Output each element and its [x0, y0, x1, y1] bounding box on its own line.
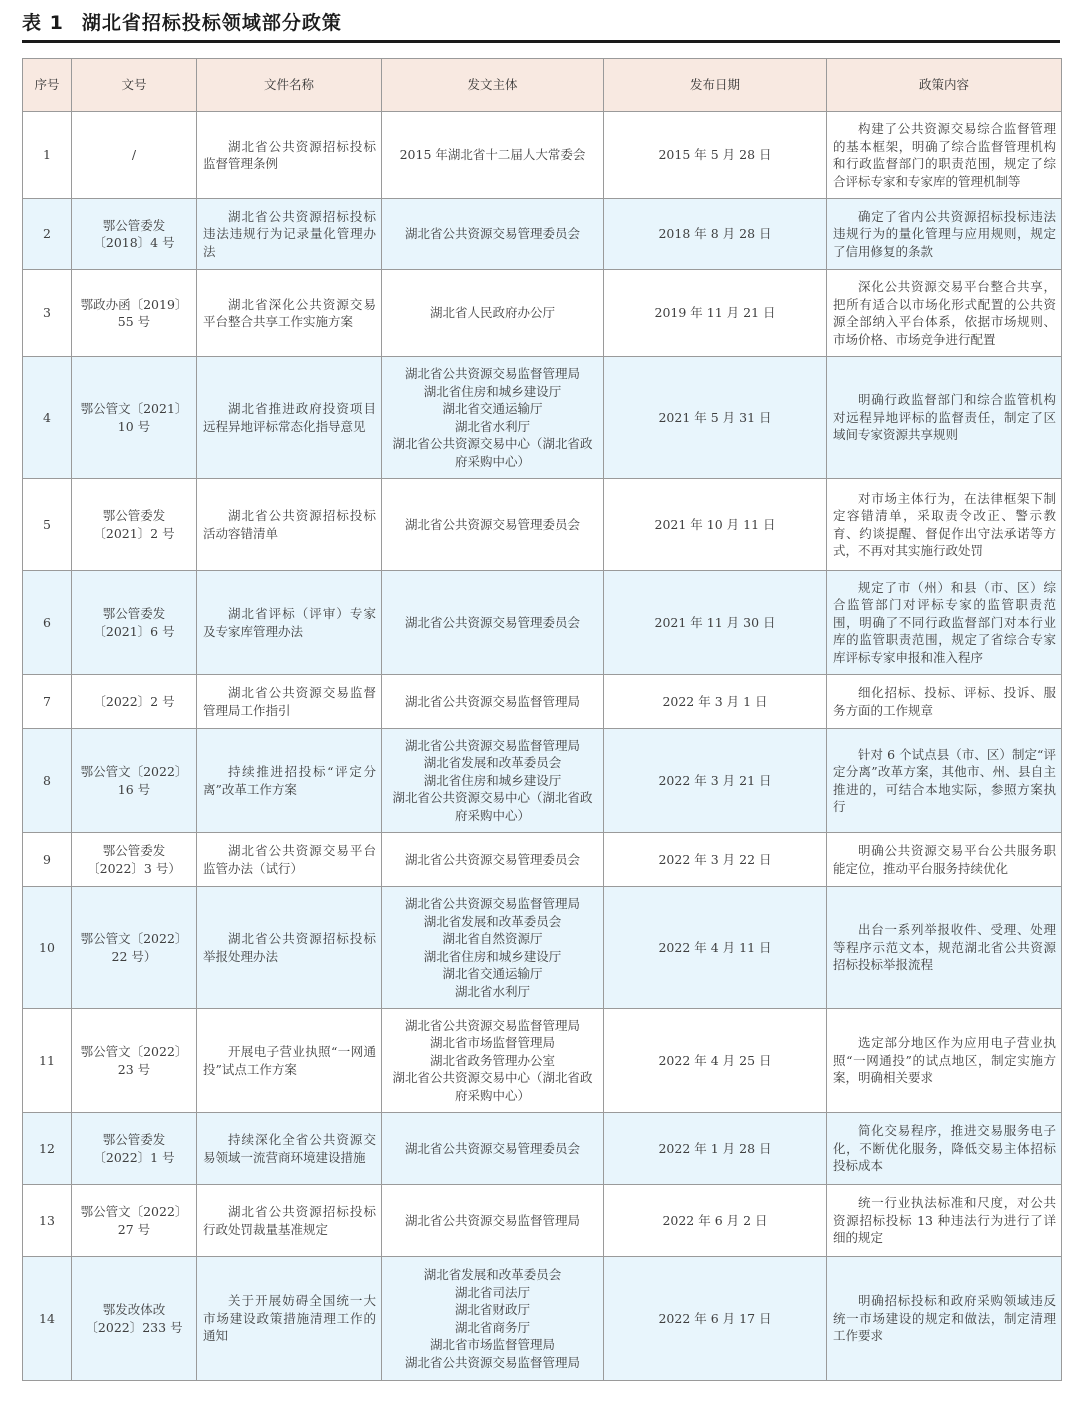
cell-date: 2018 年 8 月 28 日: [604, 199, 827, 270]
cell-content: [827, 1113, 1062, 1185]
policy-content: 选定部分地区作为应用电子营业执照“一网通投”的试点地区，制定实施方案，明确相关要求: [833, 1035, 1056, 1086]
issuer-line: 湖北省发展和改革委员会: [423, 755, 562, 771]
cell-date: 2022 年 3 月 22 日: [604, 833, 827, 887]
cell-doc-no: 鄂公管委发〔2018〕4 号: [72, 199, 197, 270]
issuer-line: 湖北省人民政府办公厅: [429, 305, 555, 321]
header-issuer: 发文主体: [382, 59, 604, 112]
document-name: 湖北省公共资源招标投标行政处罚裁量基准规定: [203, 1204, 376, 1237]
table-row: [23, 1185, 1062, 1257]
cell-name: [197, 357, 382, 479]
issuer-line: 湖北省公共资源交易监督管理局: [404, 737, 580, 753]
cell-content: [827, 1185, 1062, 1257]
cell-date: 2022 年 6 月 2 日: [604, 1185, 827, 1257]
table-number: 表 1: [22, 12, 64, 34]
cell-date: 2022 年 3 月 1 日: [604, 675, 827, 729]
document-name: 湖北省公共资源交易监督管理局工作指引: [203, 685, 376, 718]
cell-doc-no: 鄂公管文〔2022〕27 号: [72, 1185, 197, 1257]
table-row: [23, 199, 1062, 270]
cell-content: [827, 1009, 1062, 1113]
policy-content: 明确行政监督部门和综合监管机构对远程异地评标的监督责任，制定了区域间专家资源共享规则: [833, 392, 1056, 443]
cell-date: 2022 年 1 月 28 日: [604, 1113, 827, 1185]
issuer-line: 湖北省交通运输厅: [442, 401, 543, 416]
document-name: 开展电子营业执照“一网通投”试点工作方案: [203, 1044, 376, 1077]
policy-table: [22, 58, 1062, 1381]
table-title: [22, 8, 342, 35]
cell-name: [197, 479, 382, 571]
issuer-line: 湖北省公共资源交易管理委员会: [404, 226, 580, 242]
issuer-line: 湖北省公共资源交易中心（湖北省政府采购中心）: [392, 790, 593, 823]
policy-content: 对市场主体行为，在法律框架下制定容错清单，采取责令改正、警示教育、约谈提醒、督促作出守法承诺等方式，不再对其实施行政处罚: [833, 490, 1056, 558]
cell-date: 2021 年 5 月 31 日: [604, 357, 827, 479]
cell-doc-no: 鄂公管委发〔2022〕1 号: [72, 1113, 197, 1185]
document-name: 持续推进招投标“评定分离”改革工作方案: [203, 764, 376, 797]
policy-content: 规定了市（州）和县（市、区）综合监管部门对评标专家的监管职责范围，明确了不同行政监督部门对本行业库的监管职责范围，规定了省综合专家库评标专家申报和准入程序: [833, 579, 1056, 665]
cell-issuer: [382, 571, 604, 675]
table-row: [23, 1009, 1062, 1113]
cell-date: 2021 年 11 月 30 日: [604, 571, 827, 675]
cell-doc-no: 鄂公管文〔2022〕16 号: [72, 729, 197, 833]
issuer-line: 湖北省公共资源交易监督管理局: [404, 896, 580, 911]
cell-name: [197, 199, 382, 270]
policy-content: 针对 6 个试点县（市、区）制定“评定分离”改革方案，其他市、州、县自主推进的，可结合本地实际，参照方案执行: [833, 746, 1056, 814]
policy-content: 明确招标投标和政府采购领域违反统一市场建设的规定和做法，制定清理工作要求: [833, 1293, 1056, 1344]
issuer-line: 湖北省公共资源交易监督管理局: [404, 1017, 580, 1033]
cell-issuer: [382, 199, 604, 270]
cell-issuer: [382, 1009, 604, 1113]
issuer-line: 湖北省司法厅: [454, 1284, 530, 1300]
cell-doc-no: 鄂发改体改〔2022〕233 号: [72, 1257, 197, 1381]
cell-name: [197, 1113, 382, 1185]
cell-no: 7: [23, 675, 72, 729]
cell-no: 2: [23, 199, 72, 270]
table-row: [23, 571, 1062, 675]
document-name: 湖北省公共资源招标投标活动容错清单: [203, 508, 376, 541]
cell-content: [827, 357, 1062, 479]
cell-date: 2022 年 3 月 21 日: [604, 729, 827, 833]
cell-content: [827, 199, 1062, 270]
cell-no: 3: [23, 270, 72, 357]
document-name: 关于开展妨碍全国统一大市场建设政策措施清理工作的通知: [203, 1293, 376, 1344]
table-row: [23, 1257, 1062, 1381]
cell-content: [827, 833, 1062, 887]
issuer-line: 湖北省商务厅: [454, 1319, 530, 1335]
cell-issuer: [382, 1185, 604, 1257]
table-row: [23, 729, 1062, 833]
cell-date: 2022 年 4 月 11 日: [604, 887, 827, 1009]
table-row: [23, 887, 1062, 1009]
issuer-line: 湖北省水利厅: [454, 418, 530, 434]
cell-no: 4: [23, 357, 72, 479]
cell-name: [197, 1257, 382, 1381]
cell-name: [197, 270, 382, 357]
document-name: 持续深化全省公共资源交易领域一流营商环境建设措施: [203, 1132, 376, 1165]
cell-name: [197, 1009, 382, 1113]
cell-doc-no: 鄂公管文〔2022〕22 号）: [72, 887, 197, 1009]
cell-doc-no: 鄂公管委发〔2021〕6 号: [72, 571, 197, 675]
document-name: 湖北省公共资源招标投标违法违规行为记录量化管理办法: [203, 208, 376, 259]
header-name: 文件名称: [197, 59, 382, 112]
policy-content: 确定了省内公共资源招标投标违法违规行为的量化管理与应用规则，规定了信用修复的条款: [833, 208, 1056, 259]
header-date: 发布日期: [604, 59, 827, 112]
document-name: 湖北省评标（评审）专家及专家库管理办法: [203, 606, 376, 639]
cell-issuer: [382, 1113, 604, 1185]
policy-content: 简化交易程序，推进交易服务电子化，不断优化服务，降低交易主体招标投标成本: [833, 1123, 1056, 1174]
issuer-line: 湖北省公共资源交易中心（湖北省政府采购中心）: [392, 436, 593, 469]
cell-no: 10: [23, 887, 72, 1009]
issuer-line: 湖北省公共资源交易管理委员会: [404, 1140, 580, 1156]
cell-name: [197, 675, 382, 729]
cell-no: 1: [23, 112, 72, 199]
issuer-line: 湖北省水利厅: [454, 983, 530, 999]
cell-issuer: [382, 270, 604, 357]
cell-no: 8: [23, 729, 72, 833]
issuer-line: 湖北省自然资源厅: [442, 931, 543, 946]
issuer-line: 湖北省住房和城乡建设厅: [423, 948, 562, 964]
header-content: 政策内容: [827, 59, 1062, 112]
policy-content: 明确公共资源交易平台公共服务职能定位，推动平台服务持续优化: [833, 843, 1056, 876]
issuer-line: 湖北省公共资源交易监督管理局: [404, 1212, 580, 1228]
cell-date: 2021 年 10 月 11 日: [604, 479, 827, 571]
cell-doc-no: 鄂政办函〔2019〕55 号: [72, 270, 197, 357]
table-row: [23, 1113, 1062, 1185]
issuer-line: 湖北省发展和改革委员会: [423, 1267, 562, 1282]
cell-date: 2022 年 4 月 25 日: [604, 1009, 827, 1113]
cell-date: 2019 年 11 月 21 日: [604, 270, 827, 357]
policy-content: 构建了公共资源交易综合监督管理的基本框架，明确了综合监督管理机构和行政监督部门的职责范围，规定了综合评标专家和专家库的管理机制等: [833, 121, 1056, 189]
issuer-line: 湖北省公共资源交易中心（湖北省政府采购中心）: [392, 1070, 593, 1103]
cell-content: [827, 1257, 1062, 1381]
cell-content: [827, 270, 1062, 357]
policy-content: 深化公共资源交易平台整合共享，把所有适合以市场化形式配置的公共资源全部纳入平台体系，依据市场规则、市场价格、市场竞争进行配置: [833, 279, 1056, 347]
issuer-line: 湖北省市场监督管理局: [429, 1035, 555, 1051]
header-doc-no: 文号: [72, 59, 197, 112]
policy-content: 细化招标、投标、评标、投诉、服务方面的工作规章: [833, 685, 1056, 718]
policy-content: 出台一系列举报收件、受理、处理等程序示范文本，规范湖北省公共资源招标投标举报流程: [833, 922, 1056, 973]
title-rule: [22, 40, 1060, 43]
cell-doc-no: 〔2022〕2 号: [72, 675, 197, 729]
issuer-line: 湖北省发展和改革委员会: [423, 913, 562, 929]
table-caption: 湖北省招标投标领域部分政策: [81, 12, 342, 34]
issuer-line: 湖北省政务管理办公室: [429, 1052, 555, 1068]
cell-no: 9: [23, 833, 72, 887]
cell-content: [827, 675, 1062, 729]
table-row: [23, 479, 1062, 571]
cell-issuer: [382, 1257, 604, 1381]
cell-date: 2022 年 6 月 17 日: [604, 1257, 827, 1381]
cell-no: 11: [23, 1009, 72, 1113]
cell-content: [827, 571, 1062, 675]
document-name: 湖北省深化公共资源交易平台整合共享工作实施方案: [203, 296, 376, 329]
document-name: 湖北省推进政府投资项目远程异地评标常态化指导意见: [203, 401, 376, 434]
cell-issuer: [382, 833, 604, 887]
issuer-line: 湖北省公共资源交易管理委员会: [404, 851, 580, 867]
table-row: [23, 833, 1062, 887]
policy-content: 统一行业执法标准和尺度，对公共资源招标投标 13 种违法行为进行了详细的规定: [833, 1195, 1056, 1246]
document-name: 湖北省公共资源交易平台监管办法（试行）: [203, 843, 376, 876]
header-no: 序号: [23, 59, 72, 112]
issuer-line: 湖北省公共资源交易监督管理局: [404, 693, 580, 709]
document-name: 湖北省公共资源招标投标举报处理办法: [203, 931, 376, 964]
cell-no: 13: [23, 1185, 72, 1257]
table-row: [23, 112, 1062, 199]
issuer-line: 湖北省交通运输厅: [442, 966, 543, 981]
cell-issuer: [382, 675, 604, 729]
cell-name: [197, 833, 382, 887]
cell-name: [197, 571, 382, 675]
cell-doc-no: 鄂公管委发〔2021〕2 号: [72, 479, 197, 571]
cell-doc-no: /: [72, 112, 197, 199]
issuer-line: 湖北省财政厅: [454, 1302, 530, 1317]
issuer-line: 湖北省公共资源交易监督管理局: [404, 1354, 580, 1370]
document-name: 湖北省公共资源招标投标监督管理条例: [203, 138, 376, 171]
cell-name: [197, 887, 382, 1009]
issuer-line: 湖北省公共资源交易管理委员会: [404, 516, 580, 532]
cell-no: 5: [23, 479, 72, 571]
cell-no: 6: [23, 571, 72, 675]
cell-name: [197, 112, 382, 199]
cell-no: 14: [23, 1257, 72, 1381]
cell-issuer: [382, 887, 604, 1009]
table-row: [23, 270, 1062, 357]
cell-issuer: [382, 729, 604, 833]
cell-content: [827, 729, 1062, 833]
issuer-line: 湖北省公共资源交易监督管理局: [404, 366, 580, 381]
cell-doc-no: 鄂公管委发〔2022〕3 号）: [72, 833, 197, 887]
cell-doc-no: 鄂公管文〔2022〕23 号: [72, 1009, 197, 1113]
cell-doc-no: 鄂公管文〔2021〕10 号: [72, 357, 197, 479]
cell-issuer: [382, 479, 604, 571]
issuer-line: 湖北省住房和城乡建设厅: [423, 383, 562, 399]
cell-no: 12: [23, 1113, 72, 1185]
table-body: [23, 112, 1062, 1381]
issuer-line: 湖北省市场监督管理局: [429, 1337, 555, 1352]
cell-name: [197, 1185, 382, 1257]
table-row: [23, 675, 1062, 729]
issuer-line: 湖北省公共资源交易管理委员会: [404, 614, 580, 630]
issuer-line: 湖北省住房和城乡建设厅: [423, 772, 562, 788]
cell-name: [197, 729, 382, 833]
cell-content: [827, 112, 1062, 199]
cell-issuer: [382, 357, 604, 479]
cell-content: [827, 479, 1062, 571]
issuer-line: 2015 年湖北省十二届人大常委会: [399, 147, 586, 163]
cell-content: [827, 887, 1062, 1009]
cell-issuer: [382, 112, 604, 199]
table-header-row: [23, 59, 1062, 112]
table-row: [23, 357, 1062, 479]
cell-date: 2015 年 5 月 28 日: [604, 112, 827, 199]
